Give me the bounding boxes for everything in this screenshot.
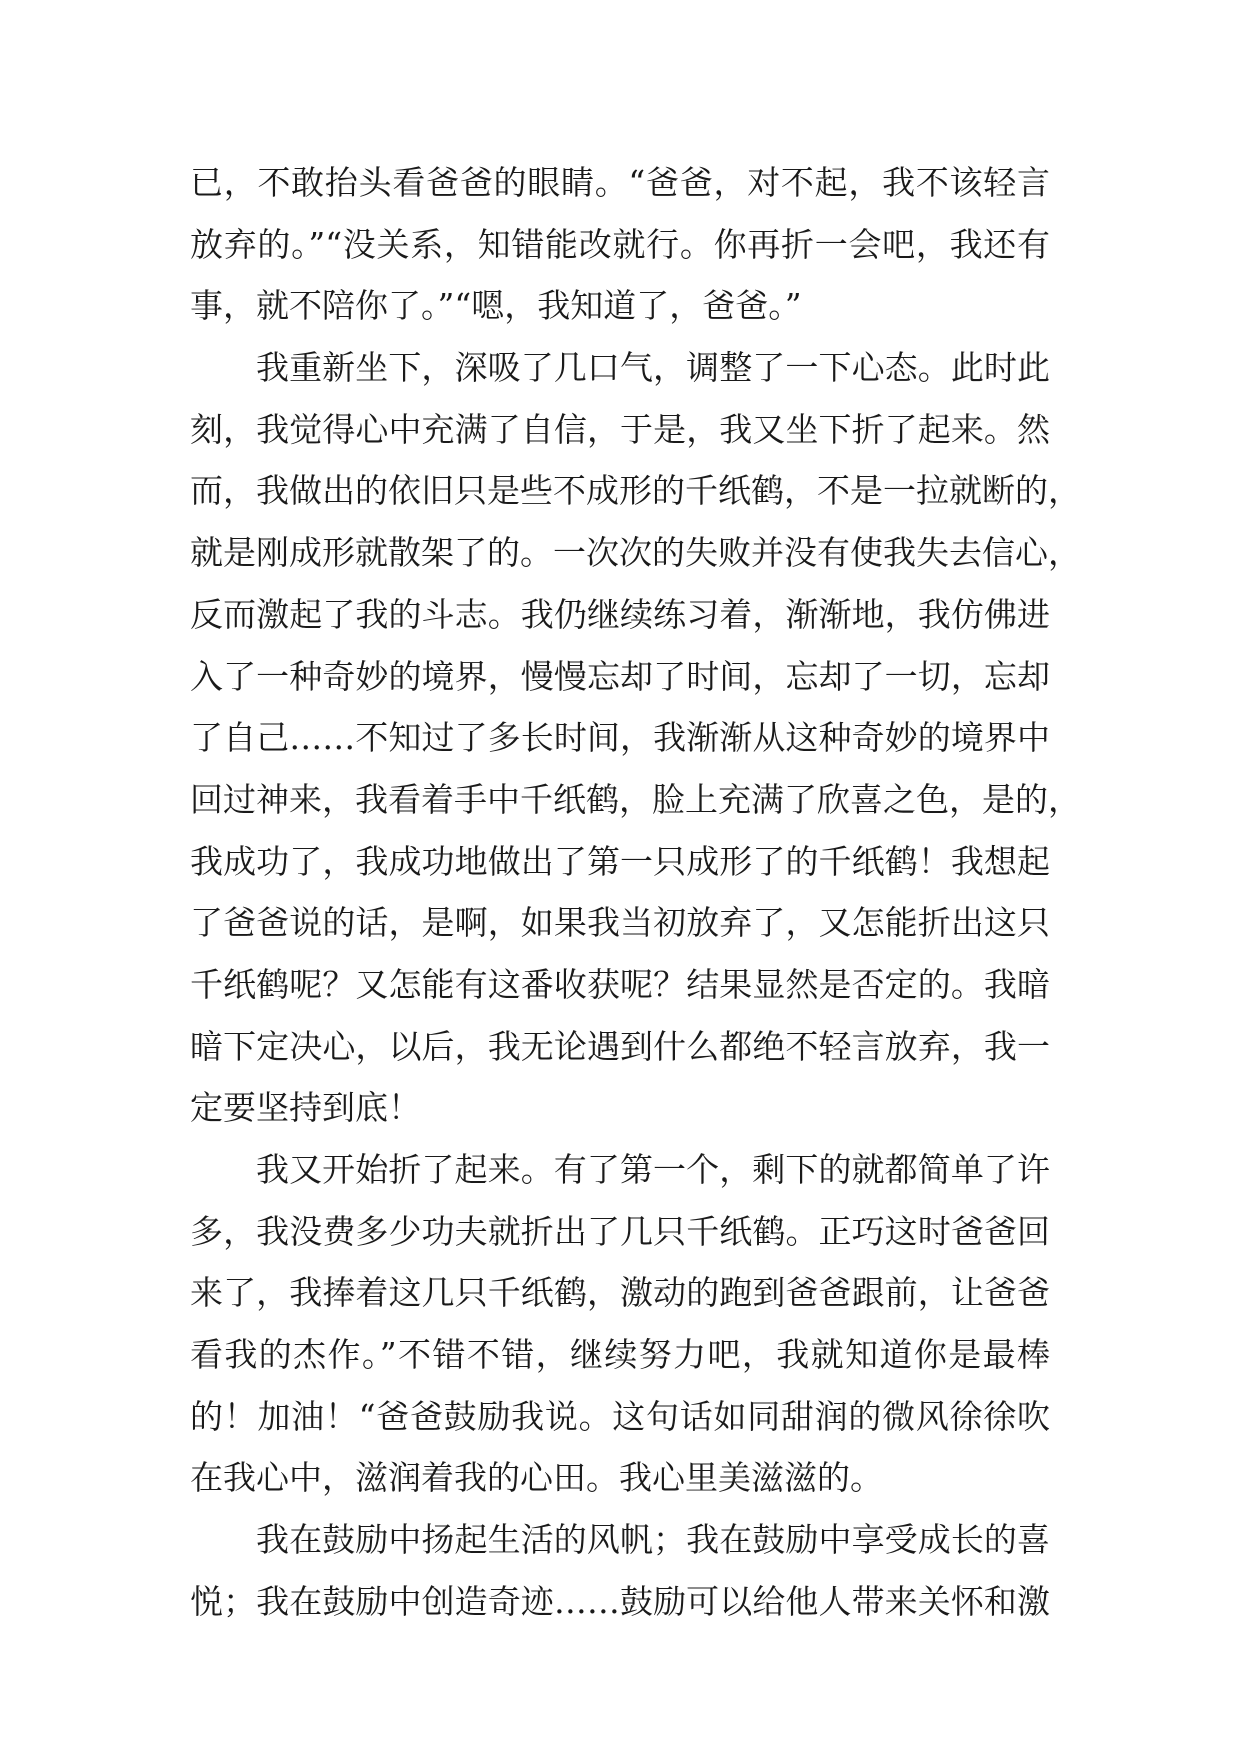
text-line: 放弃的。”“没关系，知错能改就行。你再折一会吧，我还有 [190,224,1050,264]
text-line: 看我的杰作。”不错不错，继续努力吧，我就知道你是最棒 [190,1335,1050,1375]
text-line: 事，就不陪你了。”“嗯，我知道了，爸爸。” [190,286,802,326]
text-line: 定要坚持到底！ [190,1088,421,1128]
text-line: 我又开始折了起来。有了第一个，剩下的就都简单了许 [256,1150,1050,1189]
text-line: 多，我没费多少功夫就折出了几只千纸鹤。正巧这时爸爸回 [190,1211,1050,1251]
text-line: 已，不敢抬头看爸爸的眼睛。“爸爸，对不起，我不该轻言 [190,163,1050,202]
text-line: 回过神来，我看着手中千纸鹤，脸上充满了欣喜之色，是的， [190,779,1081,819]
text-line: 入了一种奇妙的境界，慢慢忘却了时间，忘却了一切，忘却 [190,656,1050,696]
text-line: 在我心中，滋润着我的心田。我心里美滋滋的。 [190,1458,883,1498]
text-line: 悦；我在鼓励中创造奇迹……鼓励可以给他人带来关怀和激 [190,1581,1050,1621]
text-line: 来了，我捧着这几只千纸鹤，激动的跑到爸爸跟前，让爸爸 [190,1273,1050,1313]
text-line: 我成功了，我成功地做出了第一只成形了的千纸鹤！我想起 [190,841,1050,881]
paragraph-3 [190,1139,1050,1509]
paragraph-1 [190,152,1050,337]
text-line: 的！加油！“爸爸鼓励我说。这句话如同甜润的微风徐徐吹 [190,1396,1050,1436]
document-body [190,152,1081,1633]
text-line: 我重新坐下，深吸了几口气，调整了一下心态。此时此 [256,348,1050,388]
text-line: 了自己……不知过了多长时间，我渐渐从这种奇妙的境界中 [190,718,1050,758]
text-line: 千纸鹤呢？又怎能有这番收获呢？结果显然是否定的。我暗 [190,964,1050,1004]
paragraph-2 [190,337,1081,1139]
text-line: 了爸爸说的话，是啊，如果我当初放弃了，又怎能折出这只 [190,903,1050,943]
paragraph-4 [190,1509,1050,1632]
text-line: 而，我做出的依旧只是些不成形的千纸鹤，不是一拉就断的， [190,471,1081,511]
text-line: 刻，我觉得心中充满了自信，于是，我又坐下折了起来。然 [190,409,1050,449]
text-line: 就是刚成形就散架了的。一次次的失败并没有使我失去信心， [190,533,1081,573]
text-line: 反而激起了我的斗志。我仍继续练习着，渐渐地，我仿佛进 [190,594,1050,634]
text-line: 暗下定决心，以后，我无论遇到什么都绝不轻言放弃，我一 [190,1026,1050,1066]
text-line: 我在鼓励中扬起生活的风帆；我在鼓励中享受成长的喜 [256,1520,1050,1560]
